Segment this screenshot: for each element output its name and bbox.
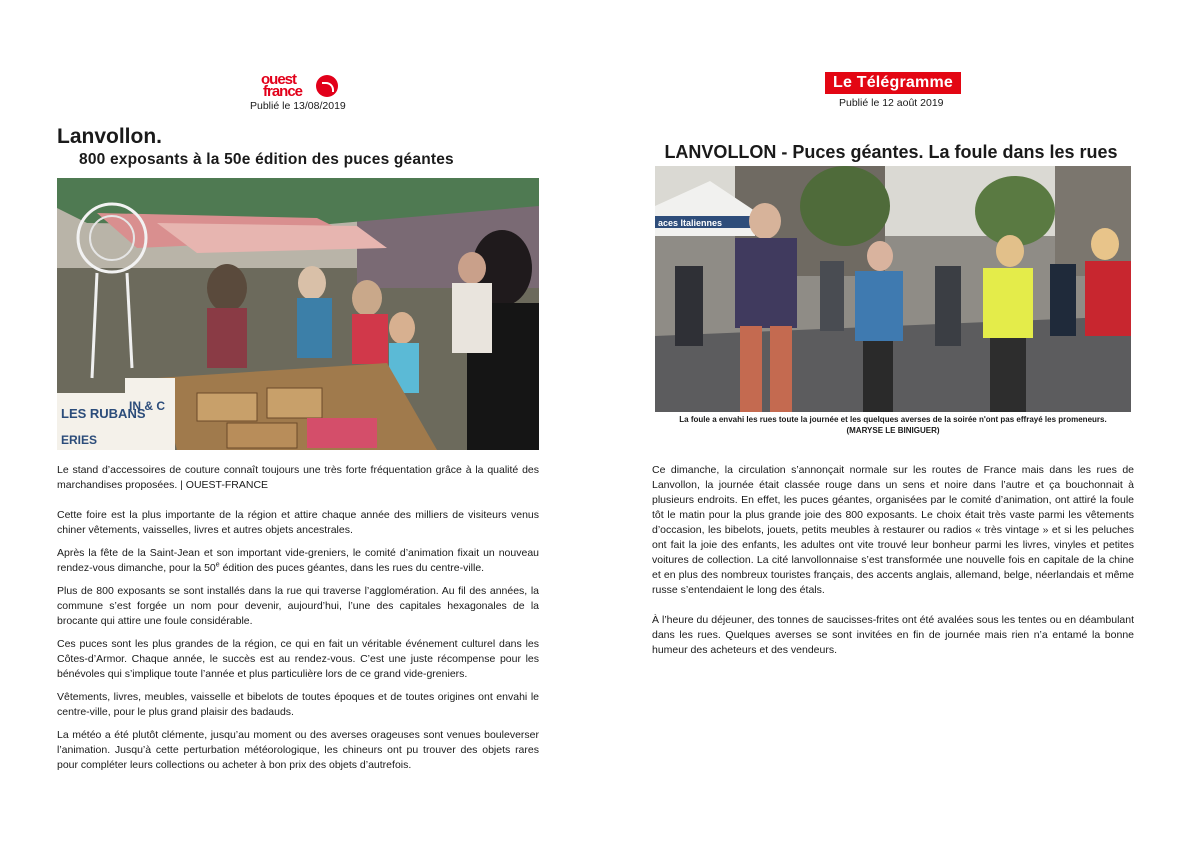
paragraph: Ce dimanche, la circulation s’annonçait normale sur les routes de France mais dans les rues de Lanvollon, la journée était classée rouge dans un sens et noire dans l’autre et ça bouchonnait à plusieurs endroits. En effet, les puces géantes, organisées par le comité d’animation, ont attiré la foule tôt le matin pour la plus grande joie des 800 exposants. Le choix était très vaste parmi les vêtements d’occasion, les bibelots, jouets, petits meubles à restaurer ou radios « très vintage » et si les peluches ont fait la joie des enfants, les adultes ont vite trouvé leur bonheur parmi les livres, vinyles et petites voitures de collection. La cité lanvollonnaise s’est transformée une nouvelle fois en capitale de la chine et en plus des nombreux touristes français, des accents anglais, allemand, belge, néerlandais et même russe s’entendaient le long des étals. — [652, 464, 1134, 596]
photo-caption — [652, 414, 1134, 436]
article-body — [652, 463, 1134, 673]
publication-date: Publié le 13/08/2019 — [250, 100, 346, 112]
logo-word-ouest: ouest — [261, 71, 297, 88]
paragraph: Ces puces sont les plus grandes de la région, ce qui en fait un véritable événement culturel dans les Côtes-d’Armor. Chaque année, le succès est au rendez-vous. C’est une juste récompense pour les bénévoles qui s’implique toute l’année et plus particulière lors de ce grand vide-greniers. — [57, 638, 539, 680]
ordinal-suffix: e — [215, 561, 220, 569]
paragraph-text: Après la fête de la Saint-Jean et son important vide-greniers, le comité d’animation fixait un nouveau rendez-vous dimanche, pour la 50 — [57, 547, 539, 574]
telegramme-logo: Le Télégramme — [825, 72, 961, 94]
caption-text: La foule a envahi les rues toute la journée et les quelques averses de la soirée n'ont pas effrayé les promeneurs. — [679, 415, 1107, 424]
market-stall-photo — [57, 178, 539, 450]
photo-credit: (MARYSE LE BINIGUER) — [846, 426, 940, 435]
publication-date: Publié le 12 août 2019 — [839, 97, 944, 109]
logo-word-france: france — [263, 83, 303, 100]
ouest-france-logo — [261, 72, 341, 100]
paragraph-text: édition des puces géantes, dans les rues du centre-ville. — [219, 562, 485, 574]
article-title: Lanvollon. — [57, 125, 162, 148]
tent-sign-text: aces Italiennes — [658, 218, 723, 228]
paragraph: Vêtements, livres, meubles, vaisselle et bibelots de toutes époques et de toutes origines ont envahi le centre-ville, pour le plus grand plaisir des badauds. — [57, 691, 539, 718]
paragraph: À l’heure du déjeuner, des tonnes de saucisses-frites ont été avalées sous les tentes ou en déambulant dans les rues. Quelques averses se sont invitées en fin de journée mais rien n’a entamé la bonne humeur des acheteurs et des vendeurs. — [652, 614, 1134, 656]
sign-text-company: IN & C — [129, 399, 165, 413]
article-body — [57, 508, 539, 781]
ouest-france-emblem-icon — [316, 75, 338, 97]
article-title: LANVOLLON - Puces géantes. La foule dans les rues — [664, 142, 1118, 162]
sign-text-rubans: LES RUBANS — [61, 406, 146, 421]
article-subtitle: 800 exposants à la 50e édition des puces géantes — [79, 151, 454, 168]
sign-text-eries: ERIES — [61, 433, 98, 447]
photo-caption: Le stand d’accessoires de couture connaît toujours une très forte fréquentation grâce à la qualité des marchandises proposées. | OUEST-FRANCE — [57, 464, 539, 491]
paragraph: Plus de 800 exposants se sont installés dans la rue qui traverse l’agglomération. Au fil des années, la commune s’est forgée un nom pour devenir, aujourd’hui, l’une des capitales hexagonales de la brocante qui attire une foule considérable. — [57, 585, 539, 627]
paragraph: Cette foire est la plus importante de la région et attire chaque année des milliers de visiteurs venus chiner vêtements, vaisselles, livres et autres objets ancestrales. — [57, 509, 539, 536]
paragraph: La météo a été plutôt clémente, jusqu’au moment ou des averses orageuses sont venues bouleverser l’animation. Jusqu’à cette perturbation météorologique, les chineurs ont pu trouver des objets rares pour compléter leurs collections ou acheter à bon prix des objets d’autrefois. — [57, 729, 539, 771]
street-crowd-photo — [655, 166, 1131, 412]
paragraph — [57, 546, 539, 576]
